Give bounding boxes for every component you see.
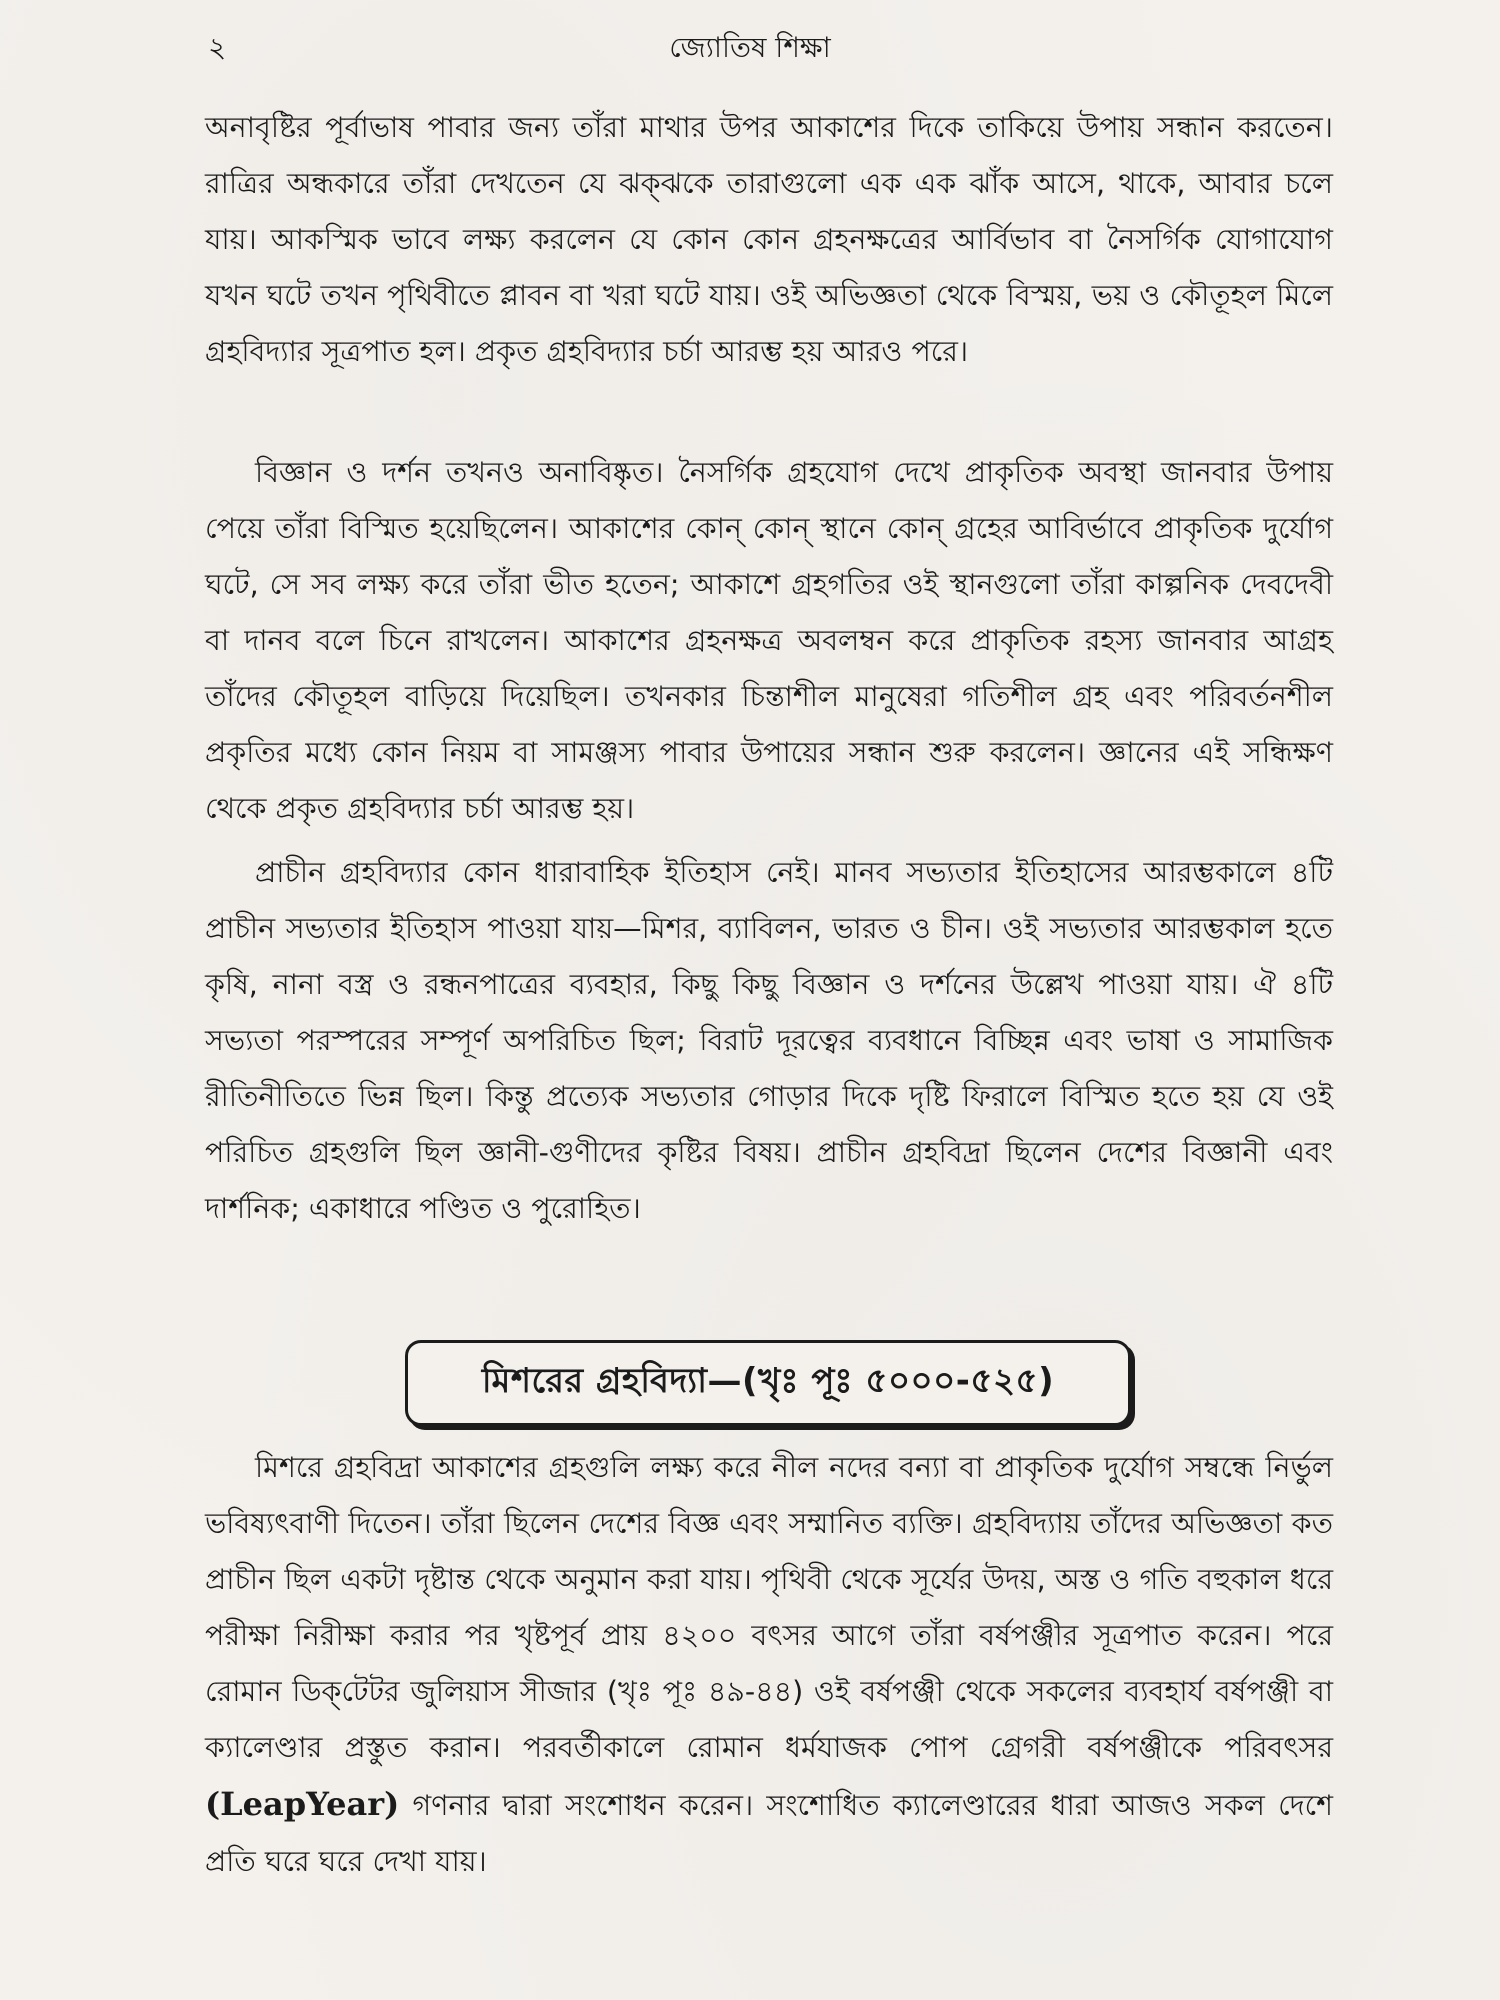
leap-year-term: (LeapYear) <box>205 1785 400 1823</box>
paragraph-text: গণনার দ্বারা সংশোধন করেন। সংশোধিত ক্যালেণ্ডারের ধারা আজও সকল দেশে প্রতি ঘরে ঘরে দেখা যায়। <box>205 1789 1333 1878</box>
paragraph-text: মিশরে গ্রহবিদ্রা আকাশের গ্রহগুলি লক্ষ্য করে নীল নদের বন্যা বা প্রাকৃতিক দুর্যোগ সম্বন্ধে নির্ভুল ভবিষ্যৎবাণী দিতেন। তাঁরা ছিলেন দেশের বিজ্ঞ এবং সম্মানিত ব্যক্তি। গ্রহবিদ্যায় তাঁদের অভিজ্ঞতা কত প্রাচীন ছিল একটা দৃষ্টান্ত থেকে অনুমান করা যায়। পৃথিবী থেকে সূর্যের উদয়, অস্ত ও গতি বহুকাল ধরে পরীক্ষা নিরীক্ষা করার পর খৃষ্টপূর্ব প্রায় ৪২০০ বৎসর আগে তাঁরা বর্ষপঞ্জীর সূত্রপাত করেন। পরে রোমান ডিক্‌টেটর জুলিয়াস সীজার (খৃঃ পূঃ ৪৯-৪৪) ওই বর্ষপঞ্জী থেকে সকলের ব্যবহার্য বর্ষপঞ্জী বা ক্যালেণ্ডার প্রস্তুত করান। পরবর্তীকালে রোমান ধর্মযাজক পোপ গ্রেগরী বর্ষপঞ্জীকে পরিবৎসর <box>205 1451 1333 1764</box>
paragraph: প্রাচীন গ্রহবিদ্যার কোন ধারাবাহিক ইতিহাস নেই। মানব সভ্যতার ইতিহাসের আরম্ভকালে ৪টি প্রাচীন সভ্যতার ইতিহাস পাওয়া যায়—মিশর, ব্যাবিলন, ভারত ও চীন। ওই সভ্যতার আরম্ভকাল হতে কৃষি, নানা বস্ত্র ও রন্ধনপাত্রের ব্যবহার, কিছু কিছু বিজ্ঞান ও দর্শনের উল্লেখ পাওয়া যায়। ঐ ৪টি সভ্যতা পরস্পরের সম্পূর্ণ অপরিচিত ছিল; বিরাট দূরত্বের ব্যবধানে বিচ্ছিন্ন এবং ভাষা ও সামাজিক রীতিনীতিতে ভিন্ন ছিল। কিন্তু প্রত্যেক সভ্যতার গোড়ার দিকে দৃষ্টি ফিরালে বিস্মিত হতে হয় যে ওই পরিচিত গ্রহগুলি ছিল জ্ঞানী-গুণীদের কৃষ্টির বিষয়। প্রাচীন গ্রহবিদ্রা ছিলেন দেশের বিজ্ঞানী এবং দার্শনিক; একাধারে পণ্ডিত ও পুরোহিত। <box>205 856 1334 1225</box>
running-title: জ্যোতিষ শিক্ষা <box>669 31 831 64</box>
page-header <box>0 22 1500 62</box>
history-paragraphs <box>205 445 1333 1245</box>
paragraph <box>205 1440 1333 1890</box>
page-number: ২ <box>208 31 227 64</box>
section-heading: মিশরের গ্রহবিদ্যা—(খৃঃ পূঃ ৫০০০-৫২৫) <box>481 1360 1055 1401</box>
paragraph: অনাবৃষ্টির পূর্বাভাষ পাবার জন্য তাঁরা মাথার উপর আকাশের দিকে তাকিয়ে উপায় সন্ধান করতেন। রাত্রির অন্ধকারে তাঁরা দেখতেন যে ঝক্‌ঝকে তারাগুলো এক এক ঝাঁক আসে, থাকে, আবার চলে যায়। আকস্মিক ভাবে লক্ষ্য করলেন যে কোন কোন গ্রহনক্ষত্রের আর্বিভাব বা নৈসর্গিক যোগাযোগ যখন ঘটে তখন পৃথিবীতে প্লাবন বা খরা ঘটে যায়। ওই অভিজ্ঞতা থেকে বিস্ময়, ভয় ও কৌতূহল মিলে গ্রহবিদ্যার সূত্রপাত হল। প্রকৃত গ্রহবিদ্যার চর্চা আরম্ভ হয় আরও পরে। <box>205 111 1333 368</box>
opening-paragraph-block <box>205 100 1333 388</box>
egypt-paragraph-block <box>205 1440 1333 1898</box>
paragraph: বিজ্ঞান ও দর্শন তখনও অনাবিষ্কৃত। নৈসর্গিক গ্রহযোগ দেখে প্রাকৃতিক অবস্থা জানবার উপায় পেয়ে তাঁরা বিস্মিত হয়েছিলেন। আকাশের কোন্ কোন্ স্থানে কোন্ গ্রহের আবির্ভাবে প্রাকৃতিক দুর্যোগ ঘটে, সে সব লক্ষ্য করে তাঁরা ভীত হতেন; আকাশে গ্রহগতির ওই স্থানগুলো তাঁরা কাল্পনিক দেবদেবী বা দানব বলে চিনে রাখলেন। আকাশের গ্রহনক্ষত্র অবলম্বন করে প্রাকৃতিক রহস্য জানবার আগ্রহ তাঁদের কৌতূহল বাড়িয়ে দিয়েছিল। তখনকার চিন্তাশীল মানুষেরা গতিশীল গ্রহ এবং পরিবর্তনশীল প্রকৃতির মধ্যে কোন নিয়ম বা সামঞ্জস্য পাবার উপায়ের সন্ধান শুরু করলেন। জ্ঞানের এই সন্ধিক্ষণ থেকে প্রকৃত গ্রহবিদ্যার চর্চা আরম্ভ হয়। <box>205 456 1333 825</box>
section-heading-box <box>405 1340 1131 1426</box>
